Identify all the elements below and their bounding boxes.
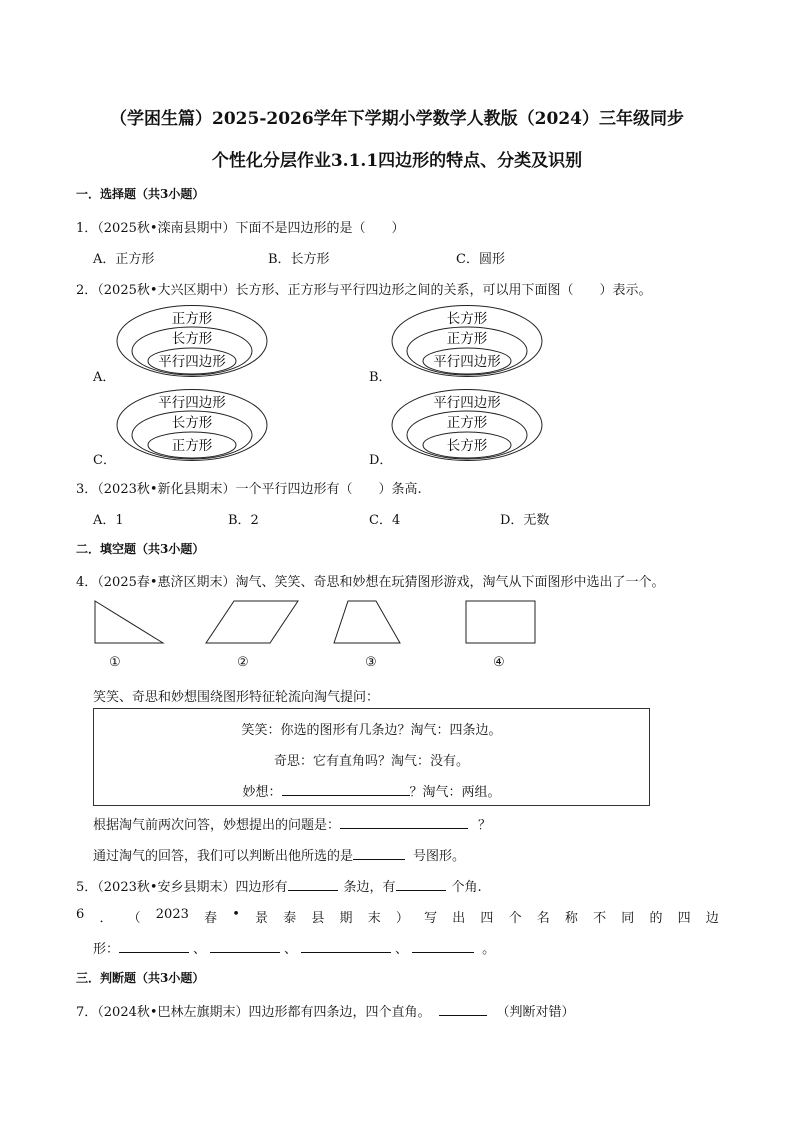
q2-a-middle-label: 长方形 (171, 331, 213, 347)
question-3-stem: 3．（2023秋•新化县期末）一个平行四边形有（ ）条高. (76, 482, 422, 497)
q6-char: 称 (564, 911, 578, 926)
q3-option-b: B．2 (228, 513, 259, 528)
q6-char: 四 (677, 911, 691, 926)
q6-char: 写 (424, 911, 438, 926)
q5-prefix: 5．（2023秋•安乡县期末）四边形有 (76, 880, 288, 895)
dialog-blank[interactable] (282, 781, 410, 796)
document-title-line2: 个性化分层作业3.1.1四边形的特点、分类及识别 (211, 151, 583, 171)
q6-char: 期 (339, 911, 353, 926)
q5-blank-2[interactable] (396, 876, 446, 891)
q2-diagram-b (391, 304, 543, 378)
q4-ask-1 (93, 814, 491, 833)
dialog-line-3-prefix: 妙想： (242, 785, 282, 800)
shape-1-triangle (95, 601, 163, 643)
q7-prefix: 7．（2024秋•巴林左旗期末）四边形都有四条边，四个直角。 (76, 1005, 431, 1020)
q4-shapes (90, 598, 550, 648)
question-1-stem: 1．（2025秋•滦南县期中）下面不是四边形的是（ ） (76, 221, 405, 236)
shape-label-4: ④ (493, 655, 505, 670)
q6-char: 泰 (283, 911, 297, 926)
q2-option-c-label: C． (93, 453, 116, 468)
q6-char: 的 (649, 911, 663, 926)
q3-option-d: D．无数 (500, 513, 550, 528)
q6-char: 个 (508, 911, 522, 926)
q2-c-inner-label: 正方形 (171, 438, 213, 454)
q5-suffix: 个角. (451, 880, 482, 895)
q6-separator: 、 (193, 942, 207, 957)
q2-a-outer-label: 正方形 (171, 311, 213, 327)
q2-d-middle-label: 正方形 (446, 415, 488, 431)
q4-ask-2-suffix: 号图形。 (413, 849, 466, 864)
q4-ask-2-blank[interactable] (353, 845, 405, 860)
q6-char: 同 (621, 911, 635, 926)
q6-blank-3[interactable] (301, 938, 391, 953)
q2-diagram-c (116, 388, 268, 462)
q1-option-a: A．正方形 (93, 252, 155, 267)
q6-char: 6 (76, 907, 85, 922)
shape-label-3: ③ (365, 655, 377, 670)
q1-option-c: C．圆形 (456, 252, 505, 267)
q6-char: • (232, 907, 240, 922)
question-6-line-2 (93, 938, 495, 957)
section-heading-choice: 一．选择题（共3小题） (76, 187, 205, 201)
q5-middle: 条边，有 (343, 880, 396, 895)
q6-char: ） (395, 911, 409, 926)
q6-char: 边 (705, 911, 719, 926)
q6-char: 2023 (155, 907, 189, 922)
q6-char: 名 (536, 911, 550, 926)
question-6-line-1 (76, 907, 719, 926)
q4-ask-1-blank[interactable] (340, 814, 468, 829)
q7-suffix: （判断对错） (496, 1005, 575, 1020)
q6-line-2-prefix: 形： (93, 942, 120, 957)
q4-dialog-box (93, 708, 650, 806)
q6-separator: 、 (395, 942, 409, 957)
shape-label-2: ② (237, 655, 249, 670)
dialog-line-2: 奇思：它有直角吗？淘气：没有。 (273, 754, 469, 769)
q6-char: 不 (593, 911, 607, 926)
q6-char: 景 (255, 911, 269, 926)
shape-label-1: ① (109, 655, 121, 670)
question-5 (76, 876, 482, 895)
q5-blank-1[interactable] (288, 876, 338, 891)
q3-option-c: C．4 (369, 513, 401, 528)
q6-char: ． (99, 911, 113, 926)
q6-char: 出 (452, 911, 466, 926)
q2-c-middle-label: 长方形 (171, 415, 213, 431)
q6-char: 四 (480, 911, 494, 926)
q2-d-inner-label: 长方形 (446, 438, 488, 454)
section-heading-judge: 三．判断题（共3小题） (76, 971, 205, 985)
q2-option-b-label: B． (369, 370, 392, 385)
q4-ask-1-prefix: 根据淘气前两次问答，妙想提出的问题是： (93, 818, 341, 833)
q4-ask-2 (93, 845, 465, 864)
dialog-line-3-suffix: ？淘气：两组。 (409, 785, 501, 800)
q4-ask-1-suffix: ？ (478, 818, 492, 833)
q6-blank-2[interactable] (210, 938, 280, 953)
q2-option-d-label: D． (369, 453, 393, 468)
q6-separator: 、 (284, 942, 298, 957)
q2-diagram-a (116, 304, 268, 378)
q3-option-a: A．1 (93, 513, 124, 528)
q2-d-outer-label: 平行四边形 (433, 395, 501, 411)
question-2-stem: 2．（2025秋•大兴区期中）长方形、正方形与平行四边形之间的关系，可以用下面图（ ）表示。 (76, 283, 652, 298)
q6-char: （ (127, 911, 141, 926)
shape-3-trapezoid (334, 601, 400, 643)
q7-blank[interactable] (439, 1001, 487, 1016)
q4-ask-2-prefix: 通过淘气的回答，我们可以判断出他所选的是 (93, 849, 354, 864)
q6-char: 末 (367, 911, 381, 926)
q2-c-outer-label: 平行四边形 (158, 395, 226, 411)
q2-option-a-label: A． (93, 370, 116, 385)
document-title-line1: （学困生篇）2025-2026学年下学期小学数学人教版（2024）三年级同步 (110, 109, 684, 129)
shape-4-rectangle (466, 601, 535, 643)
q2-b-outer-label: 长方形 (446, 311, 488, 327)
q6-char: 县 (311, 911, 325, 926)
q6-blank-4[interactable] (412, 938, 474, 953)
q6-blank-1[interactable] (119, 938, 189, 953)
q6-char: 春 (204, 911, 218, 926)
q2-diagram-d (391, 388, 543, 462)
question-7 (76, 1001, 575, 1020)
question-4-stem: 4．（2025春•惠济区期末）淘气、笑笑、奇思和妙想在玩猜图形游戏，淘气从下面图形中选出了一个。 (76, 575, 665, 590)
q6-end: 。 (482, 942, 496, 957)
section-heading-fill: 二．填空题（共3小题） (76, 542, 205, 556)
q1-option-b: B．长方形 (268, 252, 330, 267)
dialog-line-3 (94, 781, 649, 800)
dialog-line-1: 笑笑：你选的图形有几条边？淘气：四条边。 (241, 723, 502, 738)
q2-a-inner-label: 平行四边形 (158, 354, 226, 370)
shape-2-parallelogram (206, 601, 298, 643)
q2-b-middle-label: 正方形 (446, 331, 488, 347)
q2-b-inner-label: 平行四边形 (433, 354, 501, 370)
q4-intro: 笑笑、奇思和妙想围绕图形特征轮流向淘气提问： (93, 690, 380, 705)
